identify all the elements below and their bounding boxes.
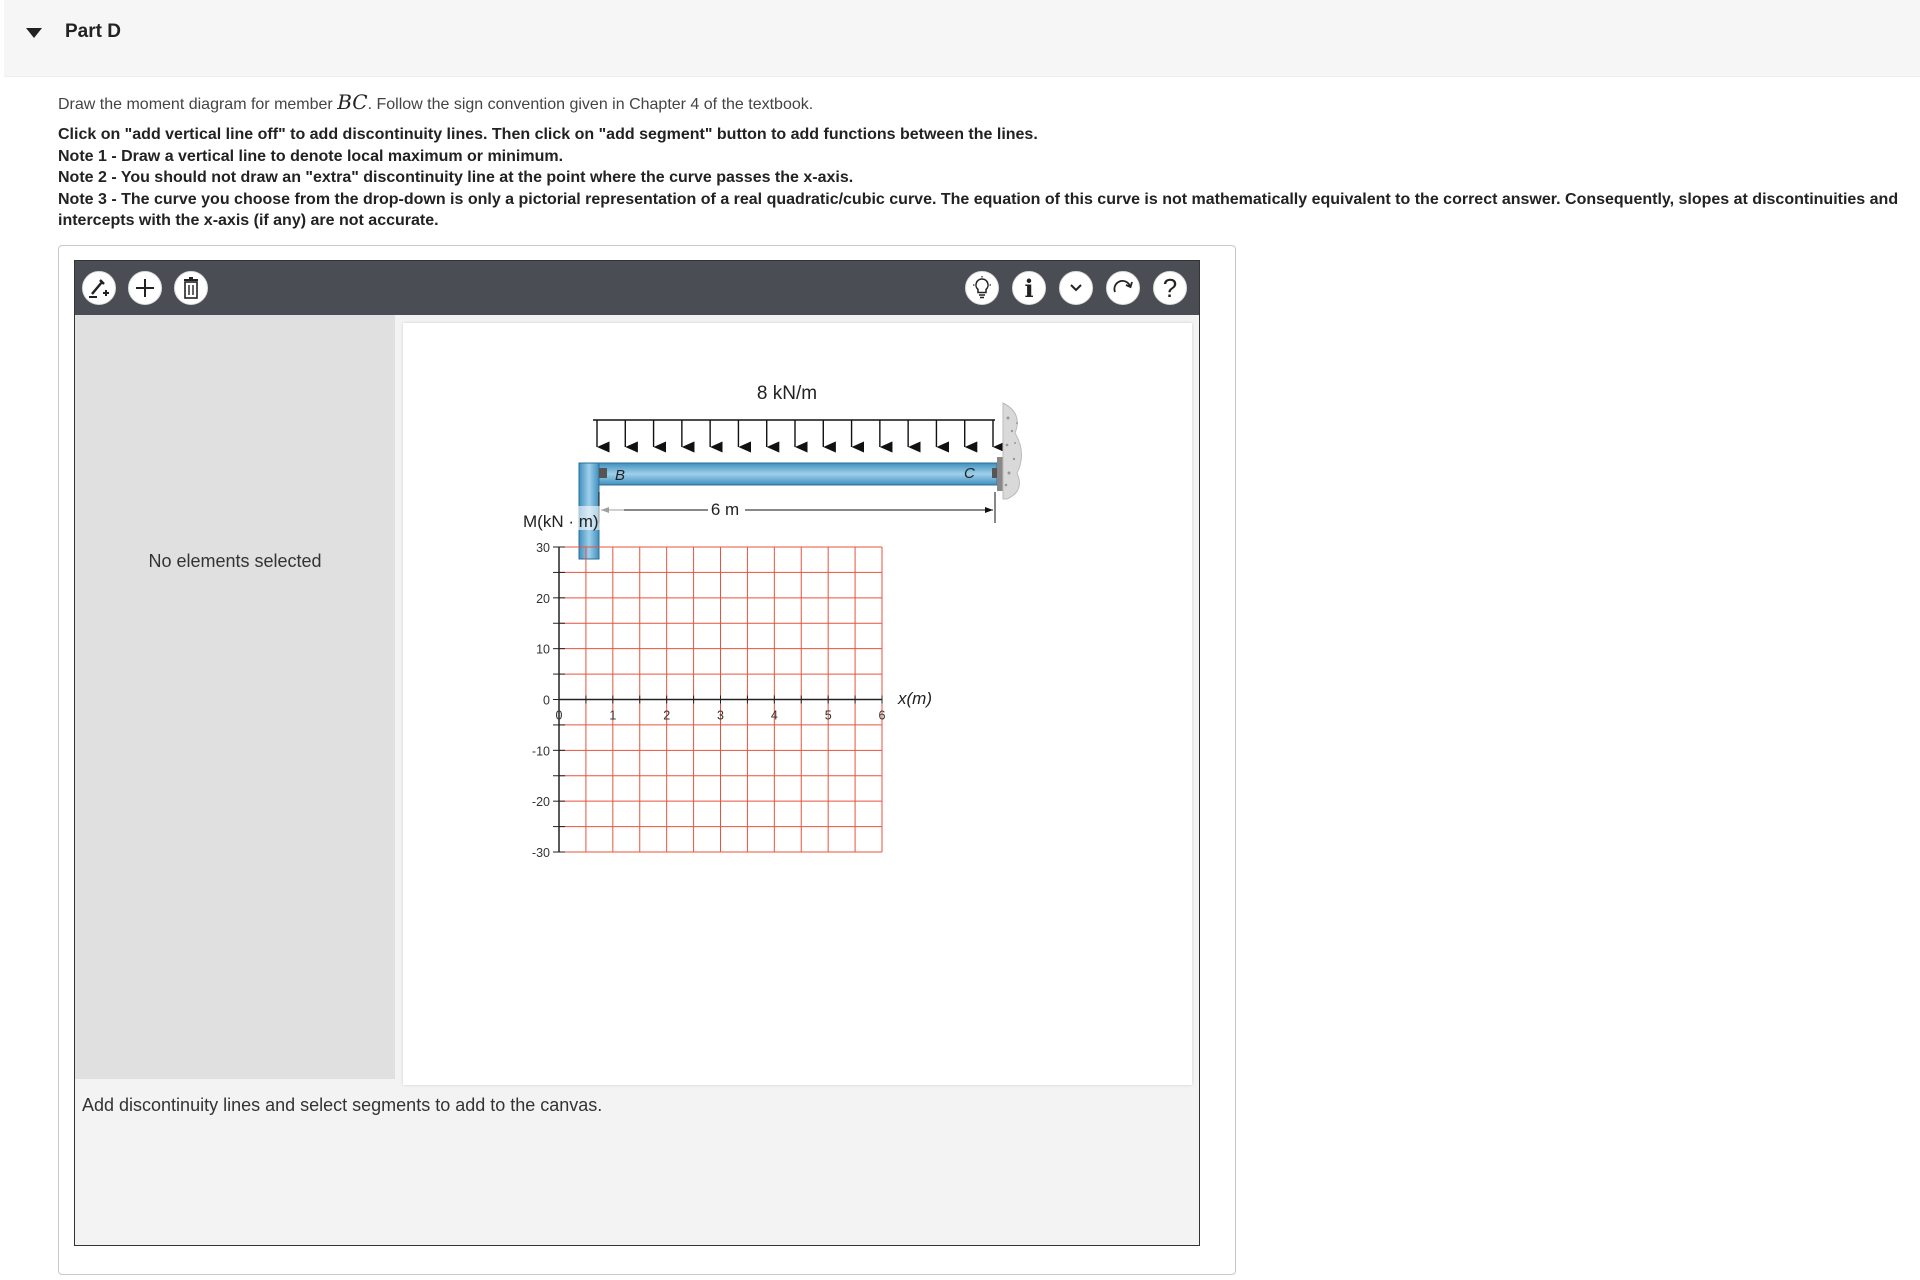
moment-diagram-svg[interactable] xyxy=(403,323,1192,1085)
selection-message: No elements selected xyxy=(148,551,322,571)
x-tick-label: 5 xyxy=(824,708,832,723)
y-tick-label: -30 xyxy=(531,846,550,860)
y-tick-label: -20 xyxy=(531,795,550,810)
add-segment-icon xyxy=(134,277,156,299)
delete-button[interactable] xyxy=(174,271,208,305)
canvas-status-message: Add discontinuity lines and select segments to add to the canvas. xyxy=(82,1095,603,1115)
trash-icon xyxy=(181,277,201,299)
help-icon: ? xyxy=(1162,272,1178,303)
toolbar xyxy=(75,261,1199,315)
beam-bc xyxy=(579,463,997,485)
statement-text-before: Draw the moment diagram for member xyxy=(58,96,338,113)
info-icon: i xyxy=(1024,273,1034,303)
x-tick-label: 6 xyxy=(878,708,886,723)
x-tick-label: 4 xyxy=(770,708,778,723)
drawing-tool xyxy=(74,260,1200,1246)
support-plate xyxy=(997,457,1003,491)
x-tick-label: 2 xyxy=(663,708,671,723)
reset-button[interactable] xyxy=(1106,271,1140,305)
problem-statement xyxy=(58,90,813,114)
dropdown-button[interactable] xyxy=(1059,271,1093,305)
hint-bulb-icon xyxy=(971,276,993,300)
statement-text-after: . Follow the sign convention given in Chapter 4 of the textbook. xyxy=(367,96,814,113)
point-b-label: B xyxy=(615,467,626,484)
instruction-line: Note 3 - The curve you choose from the drop-down is only a pictorial representation of a real quadratic/cubic curve. The equation of this curve is not mathematically equivalent to the correct answer. Consequently, slopes at discontinuities and intercepts with the x-axis (if any) are not accurate. xyxy=(58,190,1899,229)
point-c-label: C xyxy=(964,465,975,482)
axes xyxy=(553,547,882,852)
part-title: Part D xyxy=(65,21,121,42)
load-label: 8 kN/m xyxy=(756,383,818,404)
instructions xyxy=(58,124,1908,232)
properties-panel xyxy=(75,315,395,1079)
joint-b-plate xyxy=(599,468,607,478)
x-tick-labels xyxy=(556,709,886,723)
span-label: 6 m xyxy=(710,500,740,519)
y-tick-label: 20 xyxy=(536,591,550,606)
y-tick-labels xyxy=(532,541,550,860)
x-tick-label: 0 xyxy=(555,708,563,723)
part-header xyxy=(4,0,1920,77)
x-axis-label: x(m) xyxy=(898,689,932,708)
x-tick-label: 1 xyxy=(609,708,617,723)
add-segment-button[interactable] xyxy=(128,271,162,305)
x-tick-label: 3 xyxy=(717,708,724,723)
add-vertical-line-icon xyxy=(88,277,110,299)
load-arrows xyxy=(597,420,993,447)
help-button[interactable] xyxy=(1153,271,1187,305)
info-button[interactable] xyxy=(1012,271,1046,305)
instruction-line: Note 2 - You should not draw an "extra" discontinuity line at the point where the curve passes the x-axis. xyxy=(58,169,854,186)
y-tick-label: -10 xyxy=(531,744,550,759)
instruction-line: Click on "add vertical line off" to add discontinuity lines. Then click on "add segment" button to add functions between the lines. xyxy=(58,126,1038,143)
y-tick-label: 10 xyxy=(536,642,550,657)
collapse-toggle-icon[interactable] xyxy=(24,26,44,42)
reset-icon xyxy=(1111,277,1135,299)
chevron-down-icon xyxy=(1068,282,1084,294)
y-tick-label: 30 xyxy=(536,541,550,555)
instruction-line: Note 1 - Draw a vertical line to denote local maximum or minimum. xyxy=(58,147,564,165)
y-axis-label: M(kN · m) xyxy=(523,512,599,531)
add-vertical-line-button[interactable] xyxy=(82,271,116,305)
drawing-canvas[interactable] xyxy=(403,323,1192,1085)
hint-button[interactable] xyxy=(965,271,999,305)
y-tick-label: 0 xyxy=(543,693,550,708)
beam-figure xyxy=(579,383,1022,559)
member-variable: BC xyxy=(337,90,368,114)
